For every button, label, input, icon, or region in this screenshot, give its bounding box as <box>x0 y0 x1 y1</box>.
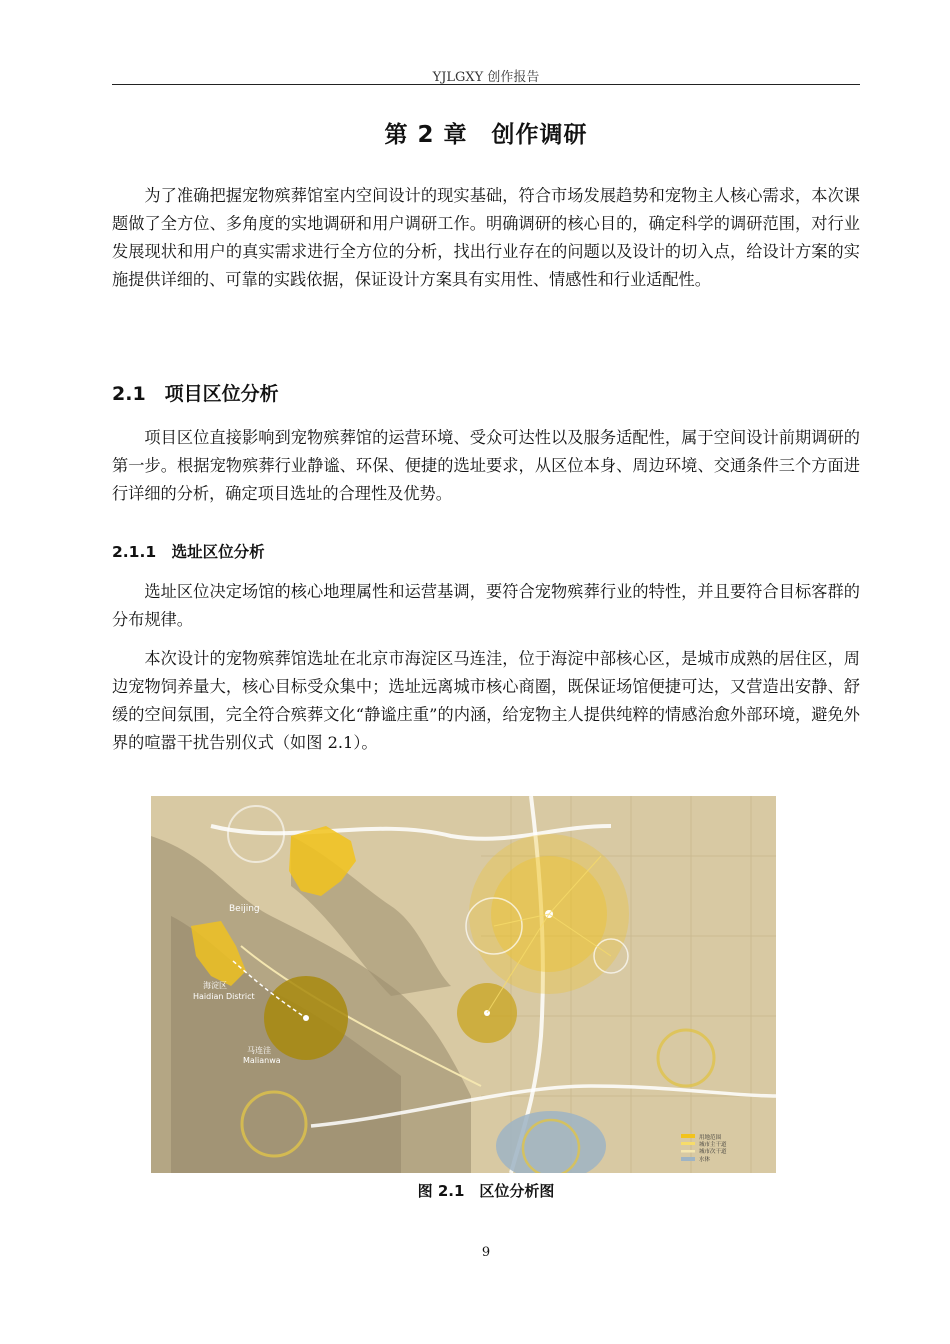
legend-item-secondary-road: 城市次干道 <box>699 1149 727 1155</box>
legend-item-site: 用地范围 <box>699 1135 722 1141</box>
header-rule <box>112 84 860 85</box>
legend-item-water: 水体 <box>699 1157 711 1163</box>
map-label-haidian-cn: 海淀区 <box>203 981 227 990</box>
location-map <box>151 796 776 1173</box>
map-label-beijing: Beijing <box>229 904 260 914</box>
map-label-malianwa-cn: 马连洼 <box>247 1046 271 1055</box>
legend-item-main-road: 城市主干道 <box>699 1142 727 1148</box>
section-heading-2-1: 2.1 项目区位分析 <box>112 383 279 405</box>
page-number: 9 <box>481 1245 491 1260</box>
map-label-malianwa-en: Malianwa <box>243 1056 281 1065</box>
section-2-1-paragraph: 项目区位直接影响到宠物殡葬馆的运营环境、受众可达性以及服务适配性，属于空间设计前期调研的第一步。根据宠物殡葬行业静谧、环保、便捷的选址要求，从区位本身、周边环境、交通条件三个方面进行详细的分析，确定项目选址的合理性及优势。 <box>112 428 860 503</box>
figure-caption: 图 2.1 区位分析图 <box>417 1182 555 1200</box>
running-header: YJLGXY 创作报告 <box>432 70 540 85</box>
intro-paragraph: 为了准确把握宠物殡葬馆室内空间设计的现实基础，符合市场发展趋势和宠物主人核心需求，本次课题做了全方位、多角度的实地调研和用户调研工作。明确调研的核心目的，确定科学的调研范围，对行业发展现状和用户的真实需求进行全方位的分析，找出行业存在的问题以及设计的切入点，给设计方案的实施提供详细的、可靠的实践依据，保证设计方案具有实用性、情感性和行业适配性。 <box>112 186 860 289</box>
section-2-1-1-paragraph-1: 选址区位决定场馆的核心地理属性和运营基调，要符合宠物殡葬行业的特性，并且要符合目标客群的分布规律。 <box>112 582 860 629</box>
location-map-figure <box>151 796 776 1173</box>
chapter-title: 第 2 章 创作调研 <box>384 122 588 148</box>
section-2-1-1-paragraph-2: 本次设计的宠物殡葬馆选址在北京市海淀区马连洼，位于海淀中部核心区，是城市成熟的居住区，周边宠物饲养量大，核心目标受众集中；选址远离城市核心商圈，既保证场馆便捷可达，又营造出安静、舒缓的空间氛围，完全符合殡葬文化“静谧庄重”的内涵，给宠物主人提供纯粹的情感治愈外部环境，避免外界的喧嚣干扰告别仪式（如图 2.1）。 <box>112 649 860 752</box>
section-heading-2-1-1: 2.1.1 选址区位分析 <box>112 543 265 561</box>
map-label-haidian-en: Haidian District <box>193 992 255 1001</box>
